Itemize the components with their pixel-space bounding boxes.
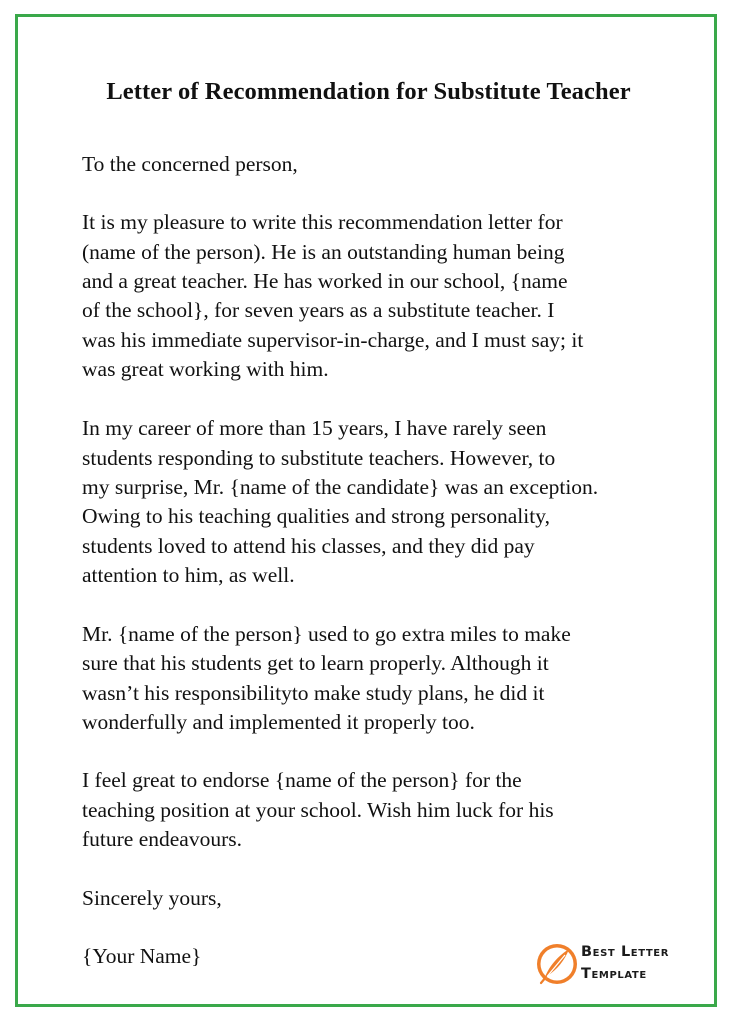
paragraph-3-line-1: Mr. {name of the person} used to go extra miles to make bbox=[82, 622, 571, 646]
paragraph-2-line-4: Owing to his teaching qualities and strong personality, bbox=[82, 504, 550, 528]
paragraph-1-line-4: of the school}, for seven years as a substitute teacher. I bbox=[82, 298, 555, 322]
paragraph-1-line-3: and a great teacher. He has worked in our school, {name bbox=[82, 269, 568, 293]
letter-title: Letter of Recommendation for Substitute Teacher bbox=[106, 78, 631, 105]
paragraph-4-line-1: I feel great to endorse {name of the person} for the bbox=[82, 768, 522, 792]
paragraph-1-line-2: (name of the person). He is an outstanding human being bbox=[82, 240, 565, 264]
paragraph-3-line-4: wonderfully and implemented it properly too. bbox=[82, 710, 475, 734]
paragraph-3-line-3: wasn’t his responsibilityto make study plans, he did it bbox=[82, 681, 545, 705]
logo-text-line-1: Best Letter bbox=[581, 944, 670, 960]
brand-logo bbox=[535, 938, 695, 990]
paragraph-2-line-6: attention to him, as well. bbox=[82, 563, 295, 587]
paragraph-2-line-1: In my career of more than 15 years, I have rarely seen bbox=[82, 416, 547, 440]
salutation: To the concerned person, bbox=[82, 152, 298, 176]
signature-placeholder: {Your Name} bbox=[82, 944, 202, 968]
paragraph-2-line-3: my surprise, Mr. {name of the candidate} was an exception. bbox=[82, 475, 599, 499]
closing: Sincerely yours, bbox=[82, 886, 222, 910]
logo-text-line-2: Template bbox=[581, 966, 647, 982]
paragraph-3-line-2: sure that his students get to learn properly. Although it bbox=[82, 651, 549, 675]
paragraph-4-line-3: future endeavours. bbox=[82, 827, 242, 851]
paragraph-1-line-5: was his immediate supervisor-in-charge, and I must say; it bbox=[82, 328, 584, 352]
paragraph-1-line-6: was great working with him. bbox=[82, 357, 329, 381]
quill-pen-icon bbox=[535, 942, 579, 986]
paragraph-4-line-2: teaching position at your school. Wish him luck for his bbox=[82, 798, 554, 822]
paragraph-1-line-1: It is my pleasure to write this recommendation letter for bbox=[82, 210, 563, 234]
paragraph-2-line-5: students loved to attend his classes, and they did pay bbox=[82, 534, 535, 558]
paragraph-2-line-2: students responding to substitute teachers. However, to bbox=[82, 446, 556, 470]
